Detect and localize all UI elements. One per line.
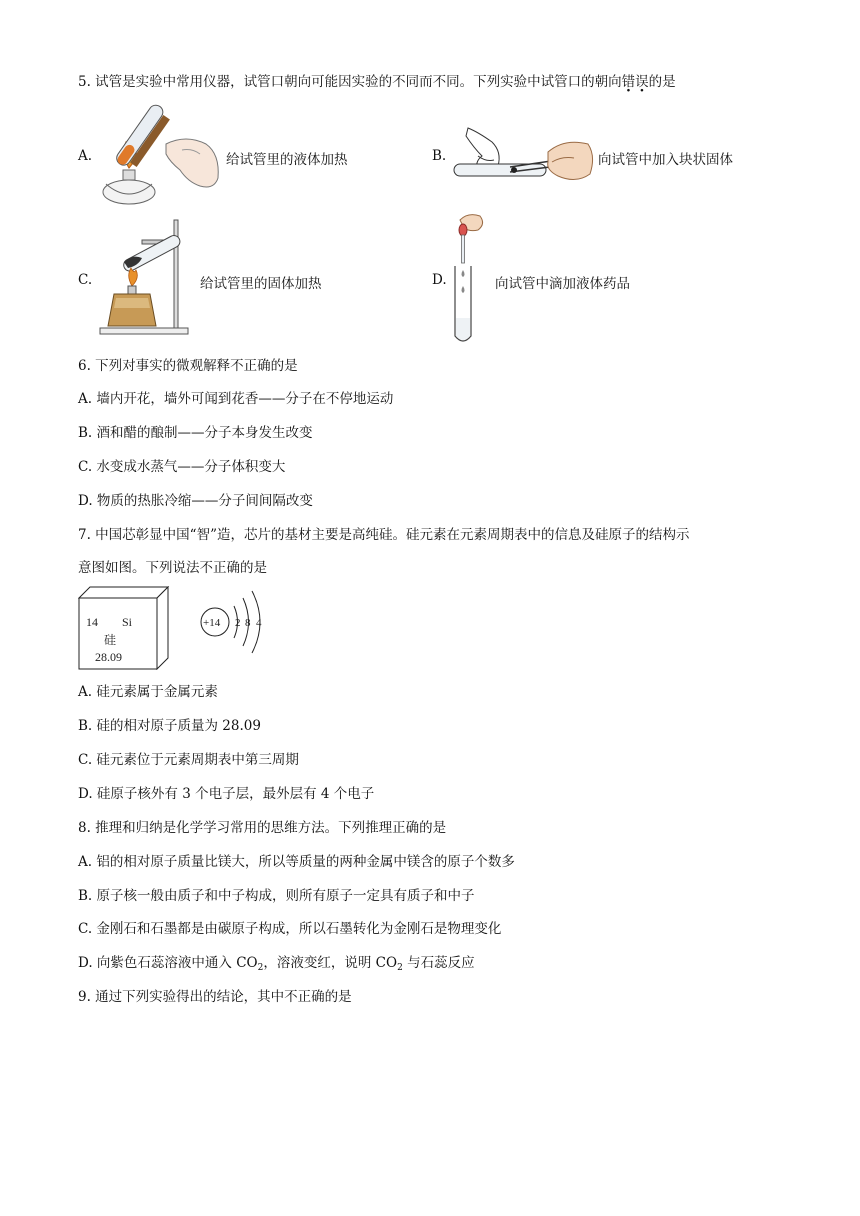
q5-option-c-letter: C. [78,272,93,288]
q7-element-name: 硅 [104,633,117,647]
q7-option-d: D. 硅原子核外有 3 个电子层，最外层有 4 个电子 [78,786,375,802]
q7-stem-line1: 7. 中国芯彰显中国“智”造，芯片的基材主要是高纯硅。硅元素在元素周期表中的信息及硅原子的结构示 [78,527,690,543]
q5-figure-d-dropping-liquid [448,210,488,346]
q7-option-a: A. 硅元素属于金属元素 [78,684,218,700]
q5-figure-a-heating-liquid [96,104,226,210]
q5-figure-b-adding-solid [448,122,596,186]
q7-atom-shell-1: 2 [235,617,241,629]
q8-stem: 8. 推理和归纳是化学学习常用的思维方法。下列推理正确的是 [78,820,447,836]
q7-atom-shell-2: 8 [245,617,251,629]
q7-atom-nucleus: +14 [203,617,221,629]
q5-option-a-letter: A. [78,148,93,164]
q7-stem-line2: 意图如图。下列说法不正确的是 [78,560,267,576]
q7-option-c: C. 硅元素位于元素周期表中第三周期 [78,752,299,768]
q6-option-c: C. 水变成水蒸气——分子体积变大 [78,459,286,475]
q7-atom-structure-diagram [198,586,270,658]
q9-stem: 9. 通过下列实验得出的结论，其中不正确的是 [78,989,352,1005]
q5-stem: 5. 试管是实验中常用仪器，试管口朝向可能因实验的不同而不同。下列实验中试管口的朝向错误的是 [78,74,676,90]
q8-option-d: D. 向紫色石蕊溶液中通入 $CO_2$，溶液变红，说明 $CO_2$ 与石蕊反应 [78,955,475,973]
q7-option-b: B. 硅的相对原子质量为 28.09 [78,718,261,734]
q5-option-b-letter: B. [432,148,447,164]
q7-element-mass: 28.09 [95,650,122,664]
q8-option-c: C. 金刚石和石墨都是由碳原子构成，所以石墨转化为金刚石是物理变化 [78,921,502,937]
q6-option-a: A. 墙内开花，墙外可闻到花香——分子在不停地运动 [78,391,394,407]
q6-stem: 6. 下列对事实的微观解释不正确的是 [78,358,298,374]
q8-option-a: A. 铝的相对原子质量比镁大，所以等质量的两种金属中镁含的原子个数多 [78,854,515,870]
q6-option-b: B. 酒和醋的酿制——分子本身发生改变 [78,425,313,441]
q7-atom-shell-3: 4 [256,617,262,629]
q5-figure-c-heating-solid [98,214,198,338]
q5-option-c-text: 给试管里的固体加热 [200,276,322,292]
q5-option-b-text: 向试管中加入块状固体 [598,152,733,168]
q5-option-d-letter: D. [432,272,447,288]
q8-option-b: B. 原子核一般由质子和中子构成，则所有原子一定具有质子和中子 [78,888,475,904]
q5-option-a-text: 给试管里的液体加热 [226,152,348,168]
q7-element-symbol: Si [122,615,133,629]
q7-element-cell [78,586,174,670]
q7-element-number: 14 [86,615,98,629]
q6-option-d: D. 物质的热胀冷缩——分子间间隔改变 [78,493,313,509]
q5-option-d-text: 向试管中滴加液体药品 [495,276,630,292]
